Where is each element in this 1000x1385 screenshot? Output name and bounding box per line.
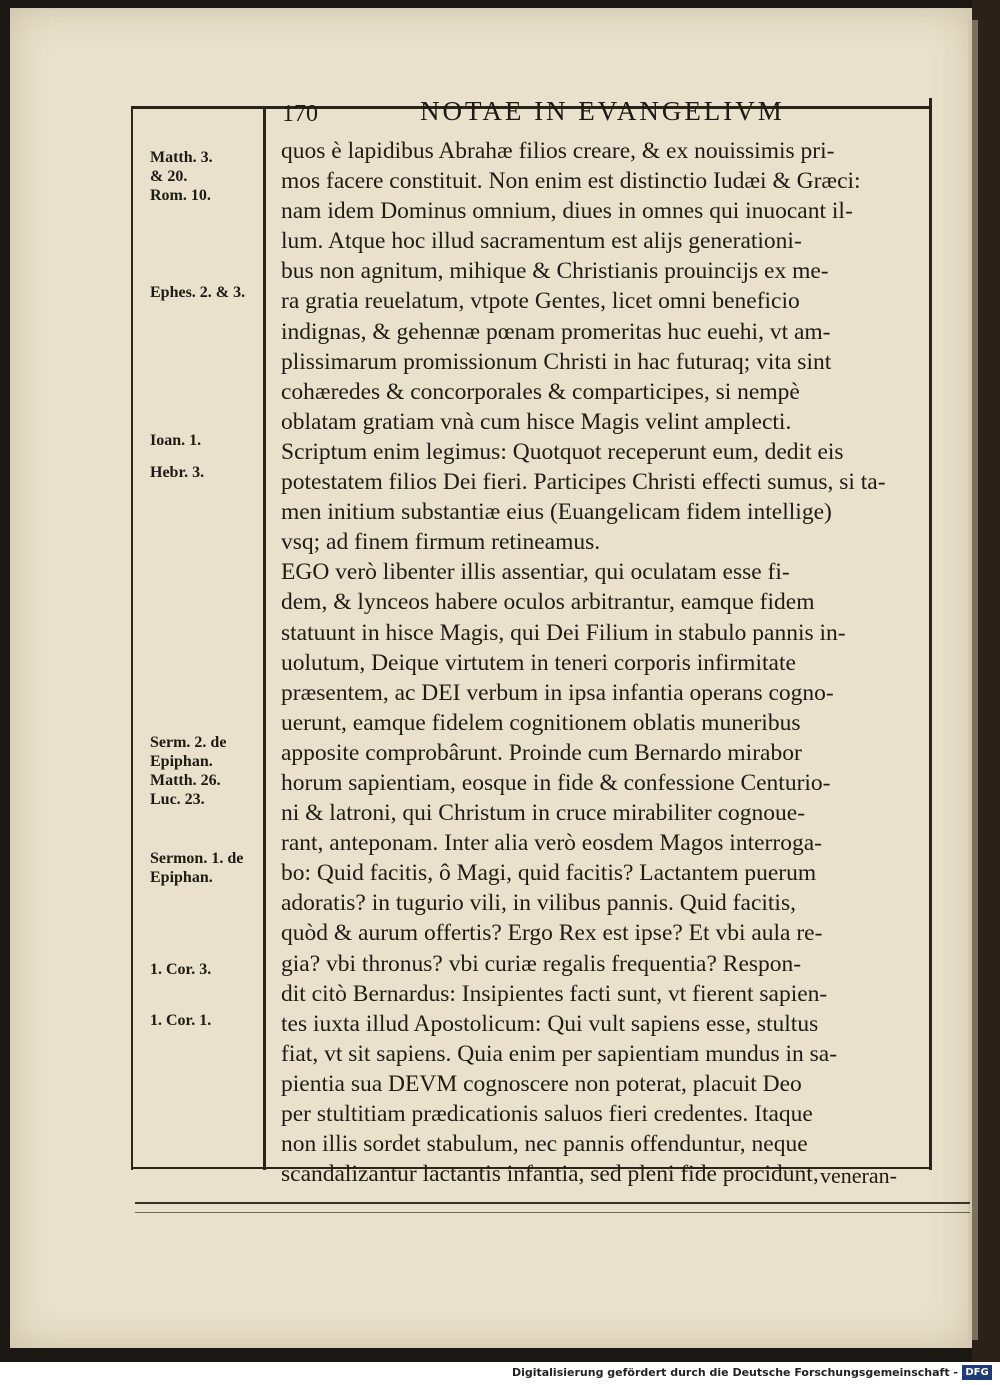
text-line: ra gratia reuelatum, vtpote Gentes, licet omni beneficio xyxy=(281,288,800,315)
text-line: non illis sordet stabulum, nec pannis offenduntur, neque xyxy=(281,1131,808,1158)
funding-credit: Digitalisierung gefördert durch die Deutsche Forschungsgemeinschaft - xyxy=(511,1366,958,1379)
frame-left-rule xyxy=(131,106,133,1170)
text-line: ni & latroni, qui Christum in cruce mirabiliter cognoue- xyxy=(281,800,806,827)
text-line: bo: Quid facitis, ô Magi, quid facitis? Lactantem puerum xyxy=(281,860,817,887)
margin-note-line: & 20. xyxy=(150,168,188,185)
text-line: indignas, & gehennæ pœnam promeritas huc euehi, vt am- xyxy=(281,318,831,345)
margin-note xyxy=(150,148,213,205)
text-line: apposite comprobârunt. Proinde cum Bernardo mirabor xyxy=(281,739,802,766)
margin-note-line: Hebr. 3. xyxy=(150,464,205,481)
text-line: scandalizantur lactantis infantia, sed pleni fide procidunt, xyxy=(281,1161,819,1188)
footer-rule-thin xyxy=(135,1212,970,1213)
margin-note-line: Serm. 2. de xyxy=(150,734,227,751)
text-line: uerunt, eamque fidelem cognitionem oblatis muneribus xyxy=(281,709,801,736)
text-line: horum sapientiam, eosque in fide & confessione Centurio- xyxy=(281,769,831,796)
text-line: EGO verò libenter illis assentiar, qui oculatam esse fi- xyxy=(281,559,790,586)
text-line: tes iuxta illud Apostolicum: Qui vult sapiens esse, stultus xyxy=(281,1010,819,1037)
margin-note xyxy=(150,1011,211,1030)
text-line: Scriptum enim legimus: Quotquot receperunt eum, dedit eis xyxy=(281,438,844,465)
margin-divider-rule xyxy=(263,106,266,1170)
text-line: gia? vbi thronus? vbi curiæ regalis frequentia? Respon- xyxy=(281,950,802,977)
margin-note xyxy=(150,463,204,482)
margin-note xyxy=(150,431,201,450)
text-line: quòd & aurum offertis? Ergo Rex est ipse? Et vbi aula re- xyxy=(281,920,823,947)
margin-note-line: Rom. 10. xyxy=(150,187,211,204)
text-line: per stultitiam prædicationis saluos fieri credentes. Itaque xyxy=(281,1101,813,1127)
text-line: bus non agnitum, mihique & Christianis prouincijs ex me- xyxy=(281,258,829,285)
margin-note-line: Ioan. 1. xyxy=(150,432,202,449)
frame-right-rule xyxy=(929,98,932,1170)
text-line: rant, anteponam. Inter alia verò eosdem Magos interroga- xyxy=(281,830,822,857)
text-line: nam idem Dominus omnium, diues in omnes qui inuocant il- xyxy=(281,198,853,225)
margin-note-line: 1. Cor. 1. xyxy=(150,1012,212,1029)
text-line: quos è lapidibus Abrahæ filios creare, & ex nouissimis pri- xyxy=(281,138,835,164)
text-line: dit citò Bernardus: Insipientes facti sunt, vt fierent sapien- xyxy=(281,980,828,1007)
text-line: lum. Atque hoc illud sacramentum est alijs generationi- xyxy=(281,228,802,255)
text-line: dem, & lynceos habere oculos arbitrantur, eamque fidem xyxy=(281,589,815,616)
running-head: NOTAE IN EVANGELIVM xyxy=(420,96,785,126)
text-line: præsentem, ac DEI verbum in ipsa infantia operans cogno- xyxy=(281,679,834,706)
text-line: adoratis? in tugurio vili, in vilibus pannis. Quid facitis, xyxy=(281,890,796,917)
text-line: mos facere constituit. Non enim est distinctio Iudæi & Græci: xyxy=(281,168,861,195)
body-text xyxy=(281,136,919,1189)
text-line: vsq; ad finem firmum retineamus. xyxy=(281,529,601,556)
text-line: potestatem filios Dei fieri. Participes Christi effecti sumus, si ta- xyxy=(281,469,886,496)
margin-note-line: Luc. 23. xyxy=(150,791,205,808)
margin-note-line: Ephes. 2. & 3. xyxy=(150,284,246,301)
margin-note-line: 1. Cor. 3. xyxy=(150,961,212,978)
text-line: pientia sua DEVM cognoscere non poterat, placuit Deo xyxy=(281,1070,802,1097)
margin-note-line: Matth. 3. xyxy=(150,149,213,166)
margin-note xyxy=(150,849,243,887)
margin-note xyxy=(150,733,226,809)
margin-note xyxy=(150,960,211,979)
text-line: uolutum, Deique virtutem in teneri corporis infirmitate xyxy=(281,649,796,676)
margin-note-line: Matth. 26. xyxy=(150,772,221,789)
margin-note-line: Epiphan. xyxy=(150,869,213,886)
text-line: statuunt in hisce Magis, qui Dei Filium in stabulo pannis in- xyxy=(281,619,846,646)
footer-rule xyxy=(135,1202,970,1204)
text-line: oblatam gratiam vnà cum hisce Magis velint amplecti. xyxy=(281,408,792,435)
catchword: veneran- xyxy=(820,1163,897,1188)
text-line: men initium substantiæ eius (Euangelicam fidem intellige) xyxy=(281,499,832,526)
text-line: plissimarum promissionum Christi in hac futuraq; vita sint xyxy=(281,348,832,375)
margin-note xyxy=(150,283,245,302)
text-line: fiat, vt sit sapiens. Quia enim per sapientiam mundus in sa- xyxy=(281,1040,838,1067)
text-line: cohæredes & concorporales & comparticipes, si nempè xyxy=(281,378,800,405)
page-edge xyxy=(968,20,978,1340)
page-number: 170 xyxy=(282,101,318,127)
margin-note-line: Epiphan. xyxy=(150,753,213,770)
dfg-logo: DFG xyxy=(962,1365,992,1380)
margin-note-line: Sermon. 1. de xyxy=(150,850,244,867)
